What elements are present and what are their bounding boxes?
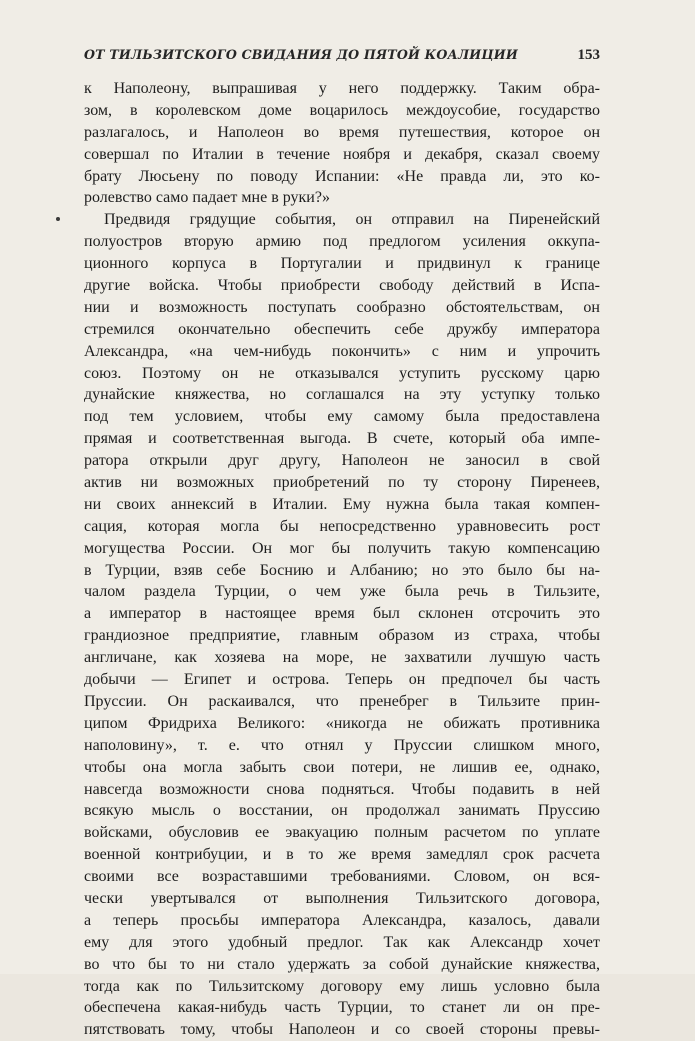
text-line: актив ни возможных приобретений по ту сторону Пиренеев,	[84, 474, 600, 492]
text-line: сация, которая могла бы непосредственно уравновесить рост	[84, 517, 600, 535]
text-line: Александра, «на чем-нибудь покончить» с ним и упрочить	[84, 342, 600, 360]
text-line: ципом Фридриха Великого: «никогда не обижать противника	[84, 714, 600, 732]
text-line: наполовину», т. е. что отнял у Пруссии слишком много,	[84, 736, 600, 754]
text-line: стремился окончательно обеспечить себе дружбу императора	[84, 320, 600, 338]
margin-dot	[56, 217, 60, 221]
text-line: нии и возможность поступать сообразно обстоятельствам, он	[84, 298, 600, 316]
text-line: другие войска. Чтобы приобрести свободу действий в Испа-	[84, 277, 600, 295]
text-line: полуостров вторую армию под предлогом усиления оккупа-	[84, 233, 600, 251]
text-line: а теперь просьбы императора Александра, казалось, давали	[84, 911, 600, 929]
text-line: совершал по Италии в течение ноября и декабря, сказал своему	[84, 145, 600, 163]
text-line: Пруссии. Он раскаивался, что пренебрег в Тильзите прин-	[84, 692, 600, 710]
text-line: дунайские княжества, но соглашался на эту уступку только	[84, 386, 600, 404]
text-line: ратора открыли друг другу, Наполеон не заносил в свой	[84, 452, 600, 470]
text-line: зом, в королевском доме воцарилось междоусобие, государство	[84, 101, 600, 119]
text-line: прямая и соответственная выгода. В счете, который оба импе-	[84, 430, 600, 448]
text-line: чалом раздела Турции, о чем уже была речь в Тильзите,	[84, 583, 600, 601]
page-header	[84, 47, 600, 71]
text-line: разлагалось, и Наполеон во время путешествия, которое он	[84, 123, 600, 141]
text-line: войсками, обусловив ее эвакуацию полным расчетом по уплате	[84, 824, 600, 842]
text-line: под тем условием, чтобы ему самому была предоставлена	[84, 408, 600, 426]
text-line: грандиозное предприятие, главным образом из страха, чтобы	[84, 627, 600, 645]
page-number: 153	[577, 47, 600, 63]
body-text	[84, 78, 600, 1041]
text-line: к Наполеону, выпрашивая у него поддержку. Таким обра-	[84, 80, 600, 97]
text-line: чески увертывался от выполнения Тильзитского договора,	[84, 889, 600, 907]
text-line: во что бы то ни стало удержать за собой дунайские княжества,	[84, 955, 600, 973]
text-line: всякую мысль о восстании, он продолжал занимать Пруссию	[84, 802, 600, 820]
text-line: ролевство само падает мне в руки?»	[84, 189, 330, 207]
text-line: чтобы она могла забыть свои потери, не лишив ее, однако,	[84, 758, 600, 776]
text-line: добычи — Египет и острова. Теперь он предпочел бы часть	[84, 671, 600, 689]
text-line: в Турции, взяв себе Боснию и Албанию; но это было бы на-	[84, 561, 600, 579]
text-line: Предвидя грядущие события, он отправил на Пиренейский	[104, 211, 600, 229]
text-line: тогда как по Тильзитскому договору ему лишь условно была	[84, 977, 600, 995]
text-line: англичане, как хозяева на море, не захватили лучшую часть	[84, 649, 600, 667]
text-line: ционного корпуса в Португалии и придвинул к границе	[84, 255, 600, 273]
text-line: ему для этого удобный предлог. Так как Александр хочет	[84, 933, 600, 951]
text-line: своими все возраставшими требованиями. Словом, он вся-	[84, 868, 600, 886]
text-line: навсегда возможности снова подняться. Чтобы подавить в ней	[84, 780, 600, 798]
text-line: союз. Поэтому он не отказывался уступить русскому царю	[84, 364, 600, 382]
running-head: ОТ ТИЛЬЗИТСКОГО СВИДАНИЯ ДО ПЯТОЙ КОАЛИЦИИ	[84, 47, 518, 62]
text-line: а император в настоящее время был склонен отсрочить это	[84, 605, 600, 623]
text-line: могущества России. Он мог бы получить такую компенсацию	[84, 539, 600, 557]
text-line: пятствовать тому, чтобы Наполеон и со своей стороны превы-	[84, 1021, 600, 1039]
text-line: обеспечена какая-нибудь часть Турции, то станет ли он пре-	[84, 999, 600, 1017]
text-line: военной контрибуции, и в то же время замедлял срок расчета	[84, 846, 600, 864]
text-line: брату Люсьену по поводу Испании: «Не правда ли, это ко-	[84, 167, 600, 185]
text-line: ни своих аннексий в Италии. Ему нужна была такая компен-	[84, 495, 600, 513]
